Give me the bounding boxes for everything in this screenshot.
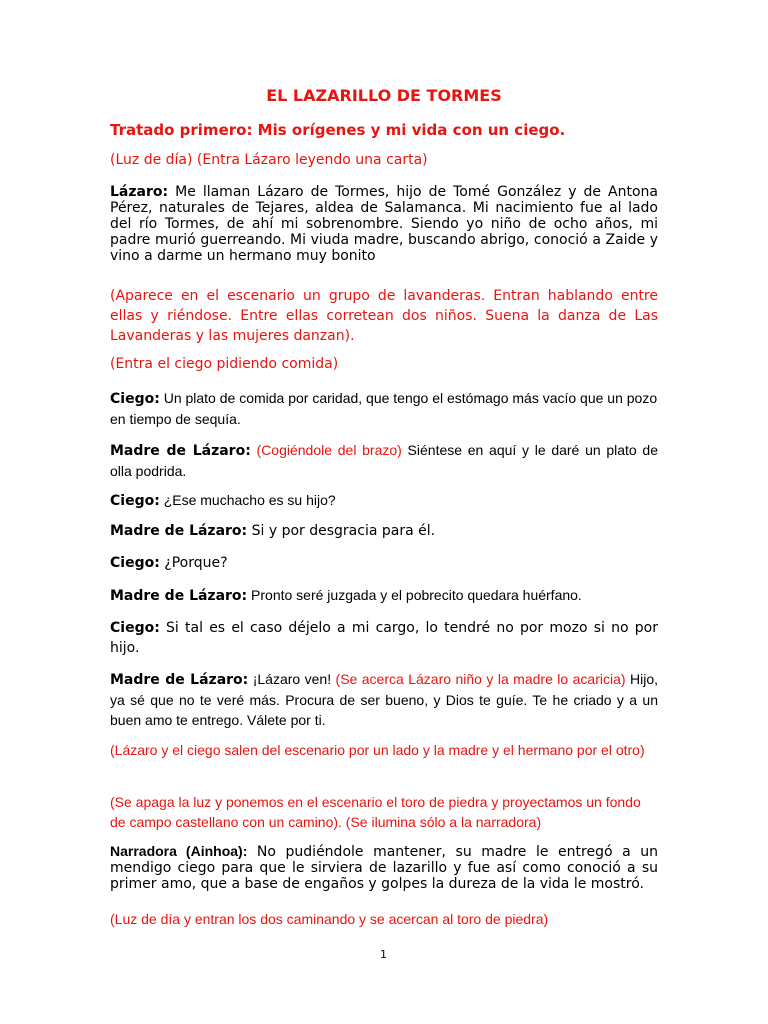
dialogue-text: Me llaman Lázaro de Tormes, hijo de Tomé González y de Antona Pérez, naturales de Tejares, aldea de Salamanca. Mi nacimiento fue al lado del río Tormes, de ahí mi sobrenombre. Siendo yo niño de ocho años, mi padre murió guerreando. Mi viuda madre, buscando abrigo, conoció a Zaide y vino a darme un hermano muy bonito [110, 184, 658, 264]
speaker-label: Ciego: [110, 493, 160, 509]
dialogue-madre [110, 587, 658, 605]
stage-direction-inline: (Se acerca Lázaro niño y la madre lo acaricia) [335, 671, 626, 687]
dialogue-text: Si tal es el caso déjelo a mi cargo, lo tendré no por mozo si no por hijo. [110, 620, 658, 656]
dialogue-ciego [110, 492, 658, 510]
speaker-label: Ciego: [110, 555, 160, 571]
stage-direction: (Luz de día y entran los dos caminando y se acercan al toro de piedra) [110, 911, 549, 927]
dialogue-text: ¿Ese muchacho es su hijo? [159, 492, 336, 508]
dialogue-text: Un plato de comida por caridad, que tengo el estómago más vacío que un pozo en tiempo de sequía. [110, 390, 658, 427]
dialogue-narradora [110, 843, 658, 892]
speaker-label: Madre de Lázaro: [110, 588, 248, 604]
stage-direction-inline: (Cogiéndole del brazo) [250, 442, 402, 458]
chapter-heading: Tratado primero: Mis orígenes y mi vida con un ciego. [110, 121, 566, 139]
stage-direction: (Entra el ciego pidiendo comida) [110, 356, 339, 372]
dialogue-text: ¡Lázaro ven! [248, 671, 336, 687]
stage-direction: (Luz de día) (Entra Lázaro leyendo una carta) [110, 152, 428, 168]
stage-direction: (Aparece en el escenario un grupo de lavanderas. Entran hablando entre ellas y riéndose. Entre ellas corretean dos niños. Suena la danza de Las Lavanderas y las mujeres danzan). [110, 288, 658, 344]
dialogue-ciego [110, 388, 658, 429]
dialogue-madre [110, 669, 658, 730]
speaker-label: Madre de Lázaro: [110, 443, 251, 459]
document-title: EL LAZARILLO DE TORMES [266, 86, 502, 105]
speaker-label: Madre de Lázaro: [110, 672, 249, 688]
speaker-label: Madre de Lázaro: [110, 523, 248, 539]
dialogue-text: Siéntese en aquí y le daré un plato de olla podrida. [110, 442, 659, 479]
speaker-label: Lázaro: [110, 184, 169, 200]
stage-direction: (Lázaro y el ciego salen del escenario por un lado y la madre y el hermano por el otro) [110, 742, 645, 758]
dialogue-text: Hijo, ya sé que no te veré más. Procura de ser bueno, y Dios te guíe. Te he criado y a un buen amo te entrego. Válete por ti. [110, 671, 658, 728]
dialogue-text: No pudiéndole mantener, su madre le entregó a un mendigo ciego para que le sirviera de lazarillo y fue así como conoció a su primer amo, que a base de engaños y golpes la dureza de la vida le mostró. [110, 844, 659, 892]
dialogue-lazaro [110, 184, 658, 264]
dialogue-madre [110, 440, 658, 481]
stage-direction: (Se apaga la luz y ponemos en el escenario el toro de piedra y proyectamos un fondo de campo castellano con un camino). (Se ilumina sólo a la narradora) [110, 794, 641, 830]
speaker-label: Ciego: [110, 620, 160, 636]
dialogue-text: ¿Porque? [159, 555, 228, 571]
dialogue-text: Si y por desgracia para él. [247, 523, 436, 539]
dialogue-madre [110, 523, 658, 540]
speaker-label: Narradora (Ainhoa): [110, 843, 248, 859]
page-number: 1 [380, 948, 387, 961]
dialogue-ciego [110, 618, 658, 658]
dialogue-text: Pronto seré juzgada y el pobrecito quedara huérfano. [247, 587, 582, 603]
speaker-label: Ciego: [110, 391, 160, 407]
dialogue-ciego [110, 555, 658, 572]
